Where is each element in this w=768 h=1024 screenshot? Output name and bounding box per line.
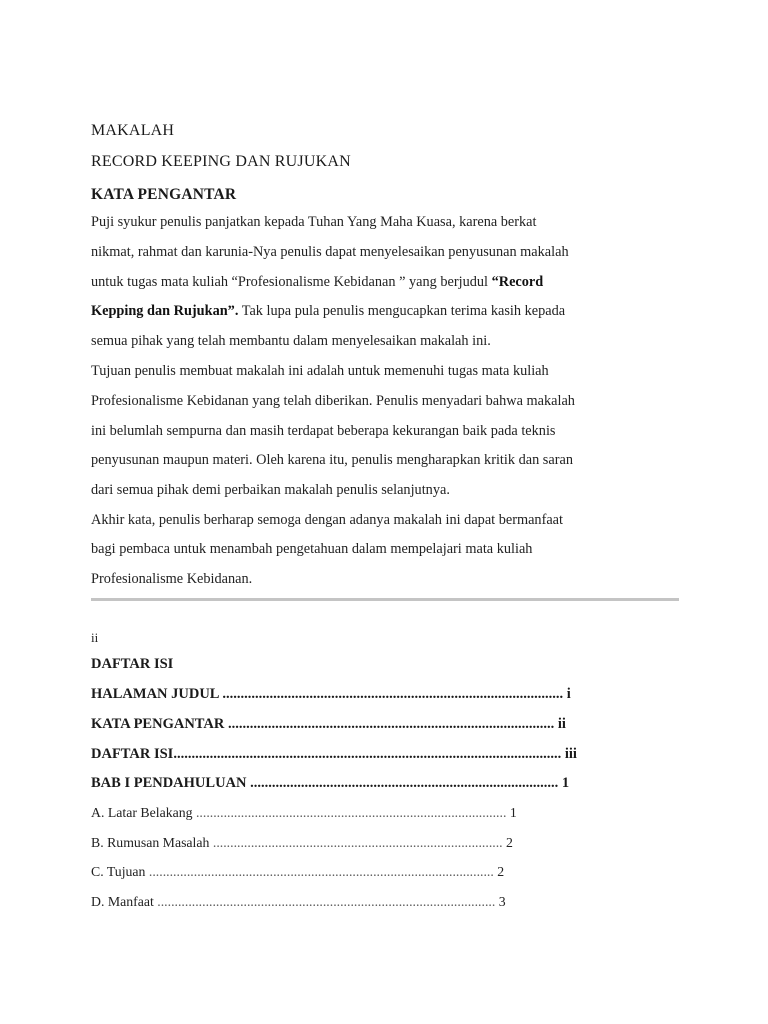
toc-entry-page: 2 bbox=[502, 835, 513, 850]
toc-entry-page: ii bbox=[554, 716, 566, 732]
toc-entry-label: D. Manfaat bbox=[91, 894, 158, 909]
toc-entry-label: B. Rumusan Masalah bbox=[91, 835, 213, 850]
toc-entry-page: i bbox=[563, 686, 571, 702]
toc-entry-label: DAFTAR ISI bbox=[91, 746, 174, 762]
paragraph-bold-text: Kepping dan Rujukan”. bbox=[91, 303, 239, 319]
toc-entry-page: 2 bbox=[493, 864, 505, 879]
toc-entry[interactable] bbox=[91, 746, 577, 763]
toc-entry-label: C. Tujuan bbox=[91, 864, 149, 879]
toc-entry-page: 1 bbox=[506, 805, 517, 820]
toc-subentry[interactable] bbox=[91, 894, 506, 910]
toc-entry-page: 1 bbox=[558, 775, 570, 791]
paragraph-line bbox=[91, 303, 565, 320]
paragraph-line: penyusunan maupun materi. Oleh karena itu, penulis mengharapkan kritik dan saran bbox=[91, 452, 573, 468]
page-number: ii bbox=[91, 630, 99, 645]
toc-entry-page: iii bbox=[561, 746, 577, 762]
toc-entry[interactable] bbox=[91, 716, 566, 733]
toc-subentry[interactable] bbox=[91, 805, 517, 821]
paragraph-line: nikmat, rahmat dan karunia-Nya penulis dapat menyelesaikan penyusunan makalah bbox=[91, 244, 569, 260]
page-divider bbox=[91, 598, 679, 601]
document-subtitle: RECORD KEEPING DAN RUJUKAN bbox=[91, 153, 351, 170]
paragraph-line: Profesionalisme Kebidanan yang telah diberikan. Penulis menyadari bahwa makalah bbox=[91, 393, 575, 409]
toc-entry-label: HALAMAN JUDUL bbox=[91, 686, 223, 702]
toc-leader-dots: .............................................................................................. bbox=[222, 686, 564, 702]
paragraph-text: Tak lupa pula penulis mengucapkan terima kasih kepada bbox=[238, 303, 566, 319]
paragraph-line bbox=[91, 274, 543, 291]
toc-entry[interactable] bbox=[91, 775, 569, 792]
toc-entry[interactable] bbox=[91, 686, 571, 703]
paragraph-line: Puji syukur penulis panjatkan kepada Tuhan Yang Maha Kuasa, karena berkat bbox=[91, 214, 537, 230]
toc-entry-label: A. Latar Belakang bbox=[91, 805, 196, 820]
toc-leader-dots: .................................................................................................... bbox=[148, 864, 494, 879]
toc-leader-dots: .......................................................................................... bbox=[195, 805, 507, 820]
paragraph-line: bagi pembaca untuk menambah pengetahuan dalam mempelajari mata kuliah bbox=[91, 541, 533, 557]
paragraph-text: untuk tugas mata kuliah “Profesionalisme Kebidanan ” yang berjudul bbox=[91, 274, 492, 290]
paragraph-line: ini belumlah sempurna dan masih terdapat beberapa kekurangan baik pada teknis bbox=[91, 423, 556, 439]
toc-leader-dots: .................................................................................................. bbox=[157, 894, 496, 909]
toc-subentry[interactable] bbox=[91, 864, 504, 880]
toc-leader-dots: .................................................................................... bbox=[212, 835, 503, 850]
toc-entry-page: 3 bbox=[495, 894, 506, 909]
toc-leader-dots: ..................................................................................... bbox=[250, 775, 559, 791]
toc-heading: DAFTAR ISI bbox=[91, 656, 174, 672]
toc-entry-label: KATA PENGANTAR bbox=[91, 716, 228, 732]
paragraph-line: dari semua pihak demi perbaikan makalah penulis selanjutnya. bbox=[91, 482, 450, 498]
paragraph-line: Akhir kata, penulis berharap semoga dengan adanya makalah ini dapat bermanfaat bbox=[91, 512, 563, 528]
toc-entry-label: BAB I PENDAHULUAN bbox=[91, 775, 251, 791]
toc-subentry[interactable] bbox=[91, 835, 513, 851]
paragraph-line: Tujuan penulis membuat makalah ini adalah untuk memenuhi tugas mata kuliah bbox=[91, 363, 549, 379]
document-title: MAKALAH bbox=[91, 122, 175, 139]
toc-leader-dots: .......................................................................................... bbox=[227, 716, 555, 732]
paragraph-line: semua pihak yang telah membantu dalam menyelesaikan makalah ini. bbox=[91, 333, 491, 349]
section-heading-kata-pengantar: KATA PENGANTAR bbox=[91, 186, 237, 203]
toc-leader-dots: ........................................................................................................... bbox=[173, 746, 562, 762]
paragraph-line: Profesionalisme Kebidanan. bbox=[91, 571, 253, 587]
paragraph-bold-text: “Record bbox=[491, 274, 544, 290]
